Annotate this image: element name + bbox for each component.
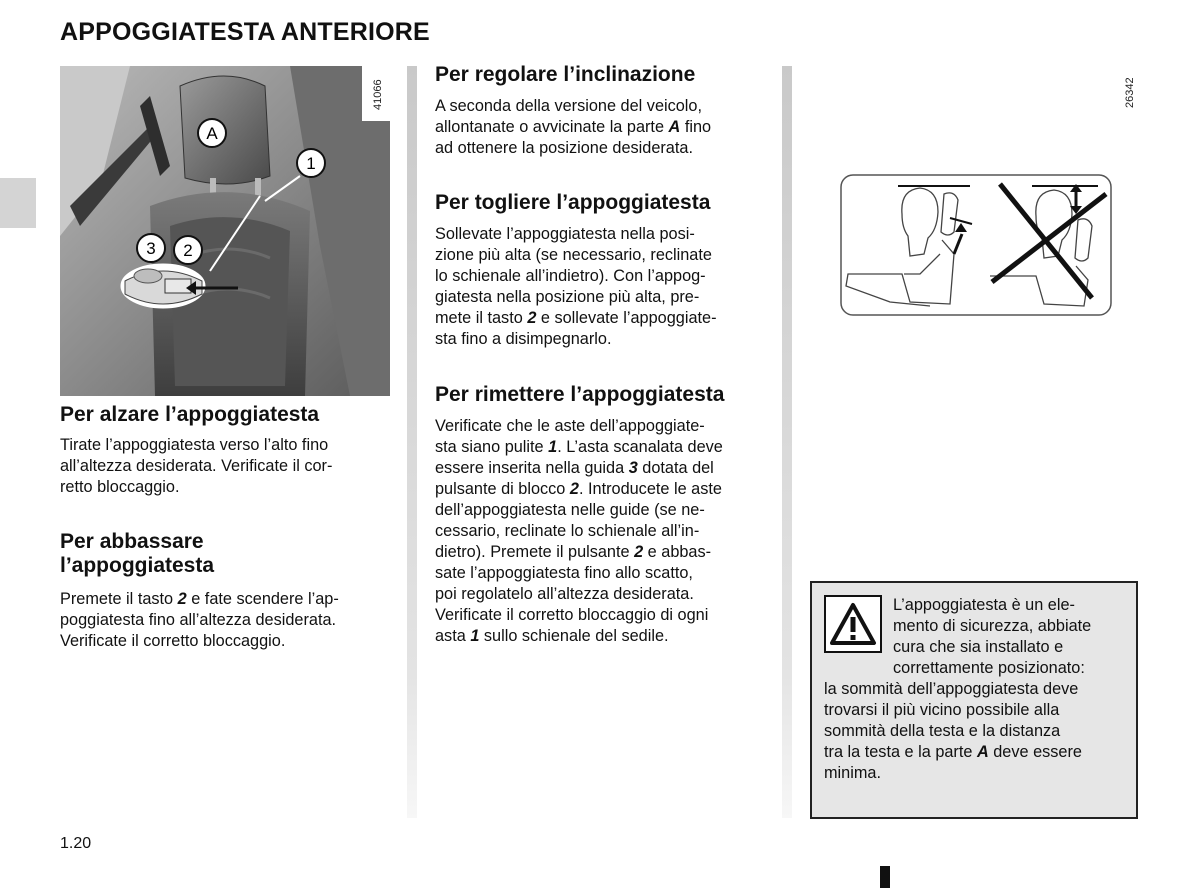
text-run: essere inserita nella guida (435, 459, 629, 477)
ref-3: 3 (628, 459, 638, 477)
text-run: . L’asta scanalata deve (557, 438, 723, 456)
heading-refit: Per rimettere l’appoggiatesta (435, 383, 725, 406)
heading-lower (60, 530, 390, 578)
paragraph-lower (60, 589, 390, 652)
seat-photo-figure (60, 66, 390, 396)
raise-line-1: Tirate l’appoggiatesta verso l’alto fino (60, 436, 329, 454)
raise-line-3: retto bloccaggio. (60, 478, 180, 496)
lower-line-3: Verificate il corretto bloccaggio. (60, 632, 286, 650)
column-divider-left (407, 66, 417, 818)
paragraph-tilt (435, 96, 765, 159)
figure-code-right: 26342 (1124, 77, 1136, 108)
warning-line-4: correttamente posizionato: (893, 659, 1085, 677)
text-run: allontanate o avvicinate la parte (435, 118, 669, 136)
headrest-position-diagram (840, 174, 1112, 316)
heading-remove: Per togliere l’appoggiatesta (435, 191, 711, 214)
label-3: 3 (146, 239, 156, 258)
text-run: mete il tasto (435, 309, 528, 327)
tilt-line-2 (435, 117, 765, 138)
page-title: APPOGGIATESTA ANTERIORE (60, 18, 430, 46)
text-run: asta (435, 627, 471, 645)
warning-line-3: cura che sia installato e (893, 638, 1064, 656)
label-a: A (206, 124, 218, 143)
text-run: sta siano pulite (435, 438, 549, 456)
ref-1: 1 (470, 627, 480, 645)
text-run: fino (680, 118, 712, 136)
warning-text-top (893, 595, 1126, 679)
text-run: e abbas- (643, 543, 712, 561)
text-run: e sollevate l’appoggiate- (536, 309, 717, 327)
ref-a: A (976, 743, 989, 761)
column-divider-right (782, 66, 792, 818)
warning-icon (824, 595, 882, 653)
paragraph-raise (60, 435, 390, 498)
text-run: . Introducete le aste (578, 480, 722, 498)
warning-line-9: minima. (824, 764, 881, 782)
remove-line-1: Sollevate l’appoggiatesta nella posi- (435, 225, 695, 243)
remove-line-2: zione più alta (se necessario, reclinate (435, 246, 712, 264)
label-2: 2 (183, 241, 193, 260)
text-run: dietro). Premete il pulsante (435, 543, 635, 561)
remove-line-3: lo schienale all’indietro). Con l’appog- (435, 267, 706, 285)
warning-line-6: trovarsi il più vicino possibile alla (824, 701, 1060, 719)
refit-line-5: dell’appoggiatesta nelle guide (se ne- (435, 501, 705, 519)
ref-2: 2 (569, 480, 579, 498)
refit-line-11 (435, 626, 765, 647)
remove-line-6: sta fino a disimpegnarlo. (435, 330, 612, 348)
warning-box (810, 581, 1138, 819)
seat-photo-illustration (60, 66, 390, 396)
figure-code-left: 41066 (372, 79, 384, 110)
refit-line-3 (435, 458, 765, 479)
refit-line-10: Verificate il corretto bloccaggio di ogni (435, 606, 709, 624)
warning-line-5: la sommità dell’appoggiatesta deve (824, 680, 1079, 698)
refit-line-1: Verificate che le aste dell’appoggiate- (435, 417, 705, 435)
label-1: 1 (306, 154, 316, 173)
text-run: deve essere (988, 743, 1082, 761)
ref-2: 2 (527, 309, 537, 327)
warning-text-bottom (824, 679, 1126, 784)
remove-line-4: giatesta nella posizione più alta, pre- (435, 288, 700, 306)
refit-line-9: poi regolatelo all’altezza desiderata. (435, 585, 694, 603)
tilt-line-3: ad ottenere la posizione desiderata. (435, 139, 693, 157)
heading-lower-line-2: l’appoggiatesta (60, 554, 215, 577)
refit-line-7 (435, 542, 765, 563)
text-run: Premete il tasto (60, 590, 178, 608)
heading-raise: Per alzare l’appoggiatesta (60, 403, 320, 426)
raise-line-2: all’altezza desiderata. Verificate il cor- (60, 457, 333, 475)
page-number: 1.20 (60, 835, 92, 852)
warning-line-7: sommità della testa e la distanza (824, 722, 1061, 740)
heading-lower-line-1: Per abbassare (60, 530, 204, 553)
chapter-tab (0, 178, 36, 228)
text-run: dotata del (637, 459, 714, 477)
refit-line-4 (435, 479, 765, 500)
headrest-diagram-illustration (840, 174, 1112, 316)
lower-line-2: poggiatesta fino all’altezza desiderata. (60, 611, 337, 629)
refit-line-8: sate l’appoggiatesta fino allo scatto, (435, 564, 693, 582)
ref-2: 2 (634, 543, 644, 561)
paragraph-remove (435, 224, 765, 350)
text-run: e fate scendere l’ap- (186, 590, 339, 608)
text-run: sullo schienale del sedile. (479, 627, 669, 645)
warning-line-1: L’appoggiatesta è un ele- (893, 596, 1075, 614)
text-run: pulsante di blocco (435, 480, 570, 498)
page-edge-mark (880, 866, 890, 888)
warning-line-2: mento di sicurezza, abbiate (893, 617, 1092, 635)
ref-2: 2 (177, 590, 187, 608)
heading-tilt: Per regolare l’inclinazione (435, 63, 696, 86)
ref-a: A (668, 118, 681, 136)
remove-line-5 (435, 308, 765, 329)
refit-line-2 (435, 437, 765, 458)
lower-line-1 (60, 589, 390, 610)
refit-line-6: cessario, reclinate lo schienale all’in- (435, 522, 700, 540)
tilt-line-1: A seconda della versione del veicolo, (435, 97, 703, 115)
warning-line-8 (824, 742, 1126, 763)
text-run: tra la testa e la parte (824, 743, 977, 761)
ref-1: 1 (548, 438, 558, 456)
paragraph-refit (435, 416, 765, 647)
